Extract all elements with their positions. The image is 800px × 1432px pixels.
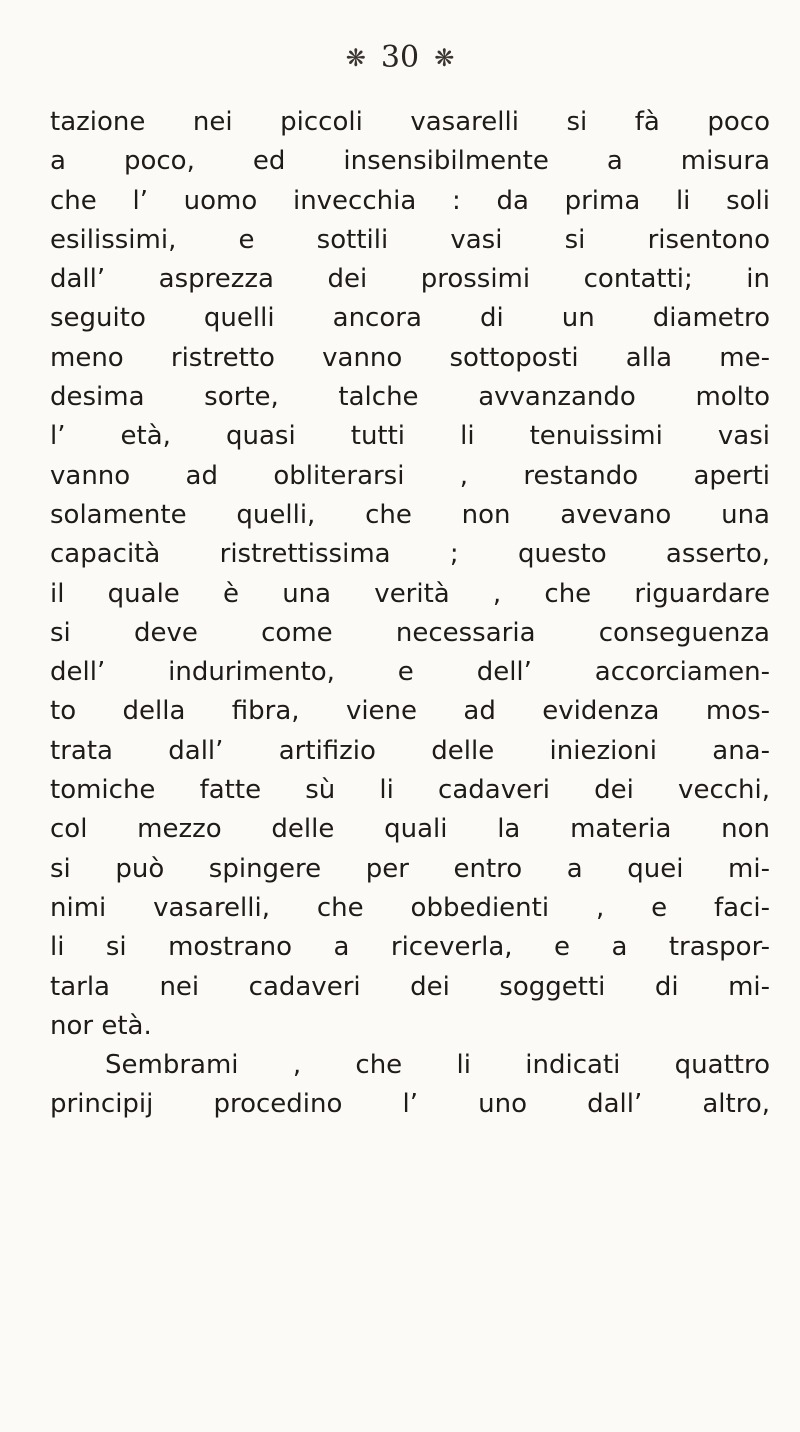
page-number: 30 <box>380 40 420 75</box>
text-line: col mezzo delle quali la materia non <box>50 814 770 845</box>
text-line: tazione nei piccoli vasarelli si fà poco <box>50 107 770 137</box>
left-ornament-icon: ❋ <box>345 43 366 72</box>
text-line: solamente quelli, che non avevano una <box>50 499 770 530</box>
text-line: nimi vasarelli, che obbedienti , e faci- <box>50 892 770 923</box>
page-header <box>0 40 800 84</box>
text-line: meno ristretto vanno sottoposti alla me- <box>50 342 770 373</box>
text-line: esilissimi, e sottili vasi si risentono <box>50 224 770 255</box>
text-line: si deve come necessaria conseguenza <box>50 617 770 648</box>
text-line: l’ età, quasi tutti li tenuissimi vasi <box>50 421 770 452</box>
paragraph-end-line: nor età. <box>50 1010 152 1041</box>
text-line: tomiche fatte sù li cadaveri dei vecchi, <box>50 775 770 806</box>
text-line: to della fibra, viene ad evidenza mos- <box>50 696 770 727</box>
text-line: il quale è una verità , che riguardare <box>50 578 770 609</box>
text-line: desima sorte, talche avvanzando molto <box>50 382 770 413</box>
text-line: trata dall’ artifizio delle iniezioni ana- <box>50 735 770 766</box>
text-line: che l’ uomo invecchia : da prima li soli <box>50 185 770 216</box>
right-ornament-icon: ❋ <box>434 43 455 72</box>
text-line: dall’ asprezza dei prossimi contatti; in <box>50 264 770 295</box>
text-line: dell’ indurimento, e dell’ accorciamen- <box>50 657 770 688</box>
text-line: a poco, ed insensibilmente a misura <box>50 146 770 177</box>
text-line: si può spingere per entro a quei mi- <box>50 853 770 884</box>
text-line: tarla nei cadaveri dei soggetti di mi- <box>50 971 770 1002</box>
text-line: vanno ad obliterarsi , restando aperti <box>50 460 770 491</box>
text-line: capacità ristrettissima ; questo asserto, <box>50 539 770 570</box>
body-text <box>50 103 770 1125</box>
paragraph-start-line: Sembrami , che li indicati quattro <box>105 1050 770 1081</box>
text-line: principij procedino l’ uno dall’ altro, <box>50 1089 770 1120</box>
text-line: seguito quelli ancora di un diametro <box>50 303 770 334</box>
text-line: li si mostrano a riceverla, e a traspor- <box>50 932 770 963</box>
